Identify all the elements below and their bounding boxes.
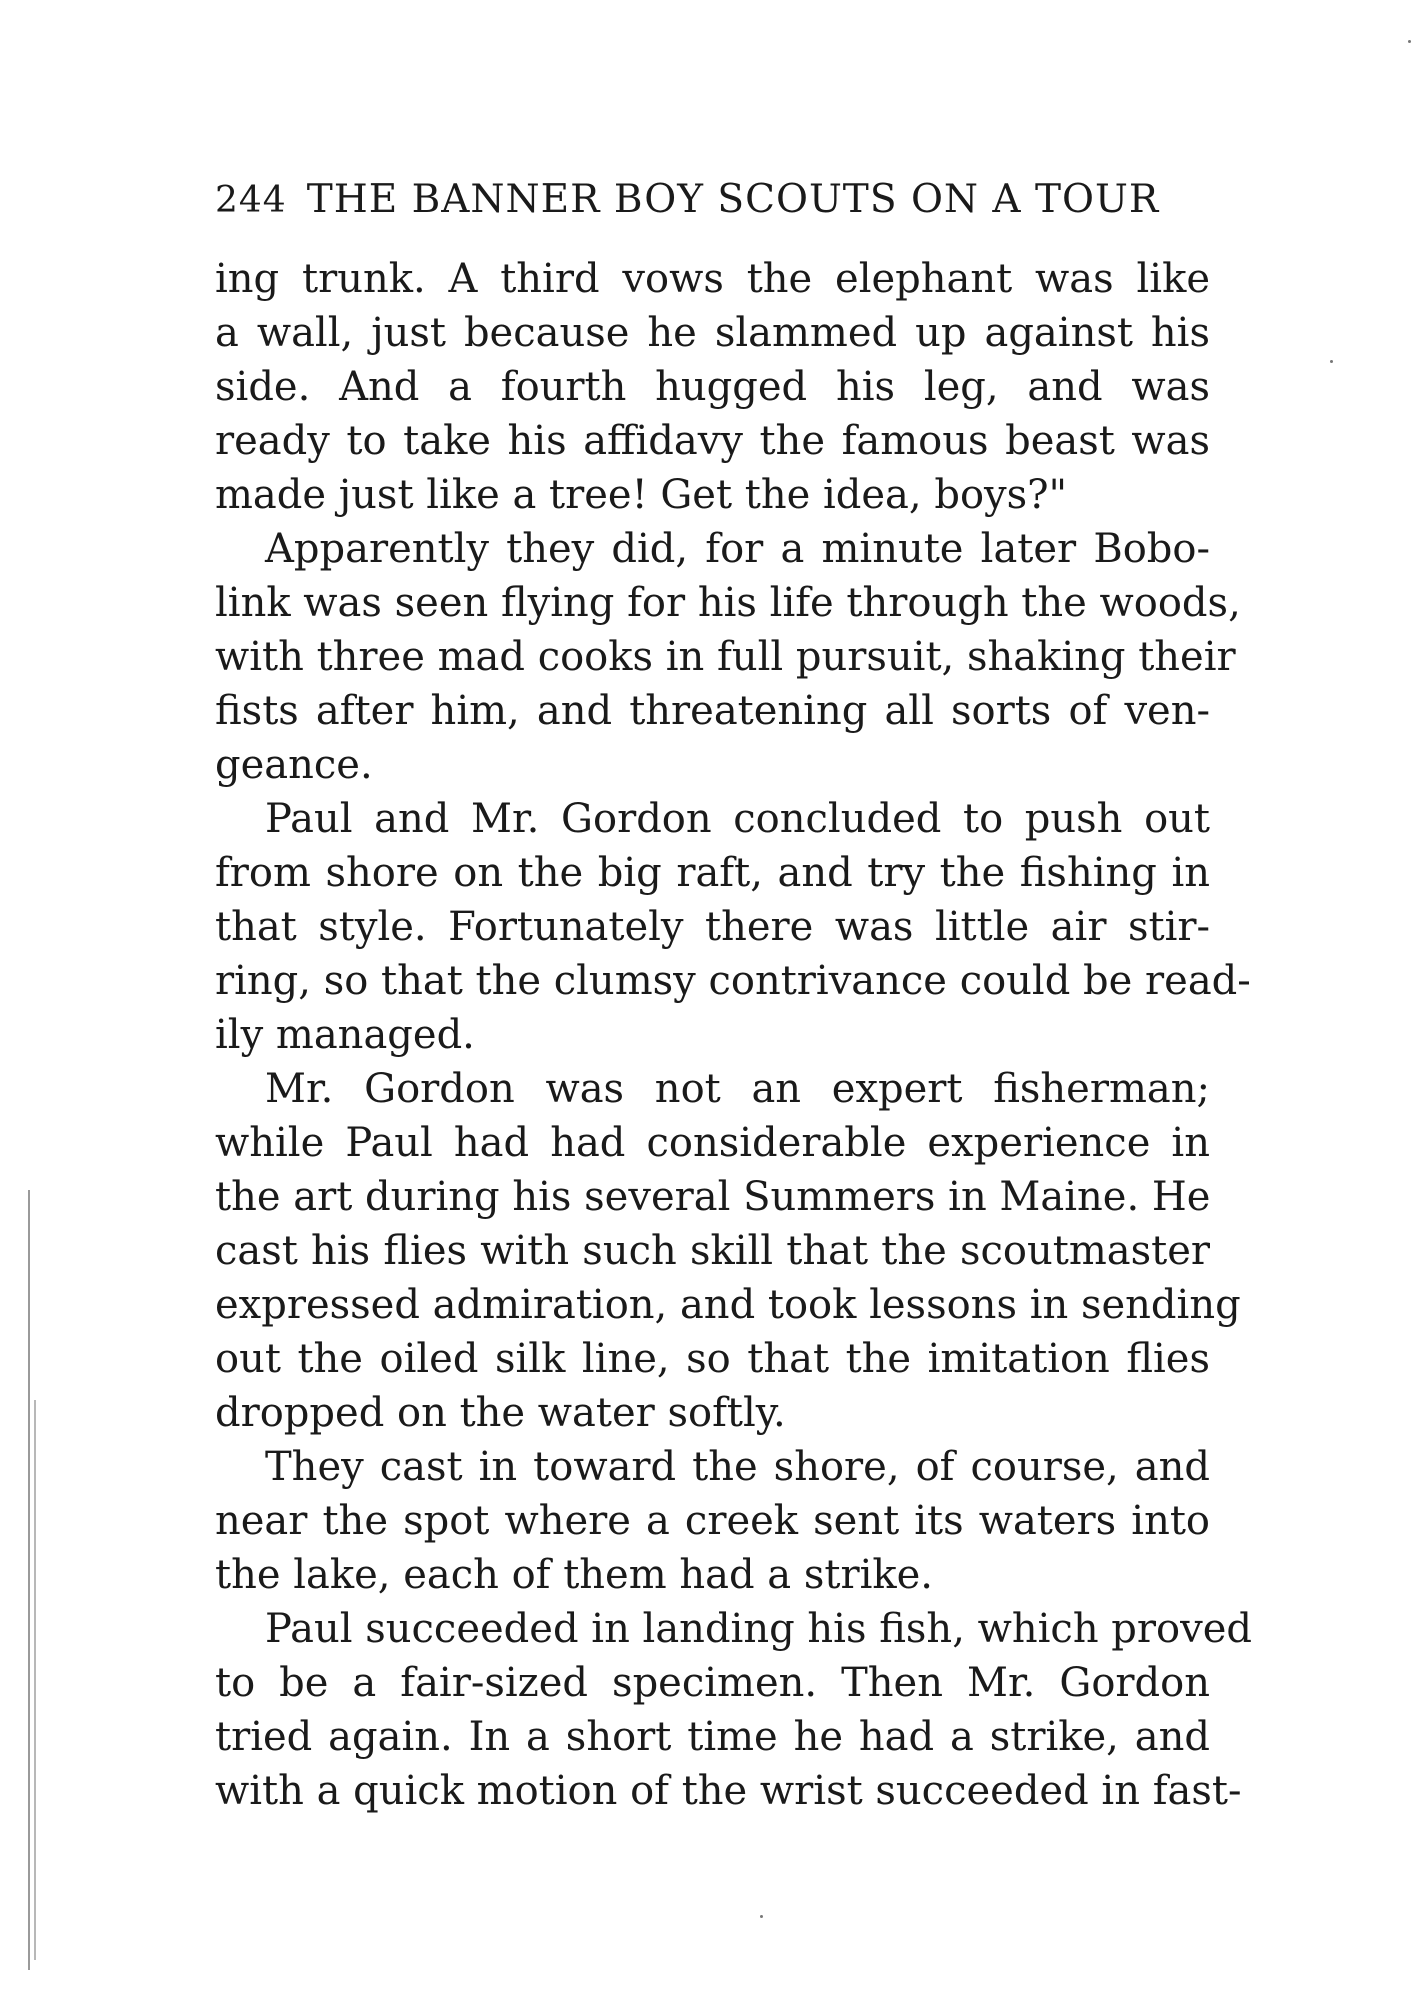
- text-line: cast his flies with such skill that the scoutmaster: [215, 1228, 1210, 1274]
- text-line: ring, so that the clumsy contrivance could be read-: [215, 958, 1251, 1004]
- page-number: 244: [215, 180, 287, 221]
- text-line: with three mad cooks in full pursuit, shaking their: [215, 634, 1236, 680]
- text-line: with a quick motion of the wrist succeeded in fast-: [215, 1768, 1242, 1814]
- text-line: side. And a fourth hugged his leg, and was: [215, 364, 1210, 410]
- text-line: out the oiled silk line, so that the imitation flies: [215, 1336, 1210, 1382]
- text-line: ready to take his affidavy the famous beast was: [215, 418, 1210, 464]
- text-line: the art during his several Summers in Maine. He: [215, 1174, 1211, 1220]
- text-line: made just like a tree! Get the idea, boys?": [215, 472, 1067, 518]
- text-line: fists after him, and threatening all sorts of ven-: [215, 688, 1210, 734]
- text-line: ily managed.: [215, 1012, 475, 1058]
- text-line: near the spot where a creek sent its waters into: [215, 1498, 1210, 1544]
- scan-speck: [760, 1915, 763, 1918]
- text-line: from shore on the big raft, and try the fishing in: [215, 850, 1210, 896]
- scan-margin-line: [28, 1190, 30, 1970]
- text-line: the lake, each of them had a strike.: [215, 1552, 933, 1598]
- body-text: [215, 252, 1252, 1818]
- text-line: a wall, just because he slammed up against his: [215, 310, 1210, 356]
- text-line: while Paul had had considerable experience in: [215, 1120, 1210, 1166]
- running-title: THE BANNER BOY SCOUTS ON A TOUR: [306, 177, 1160, 222]
- text-line: tried again. In a short time he had a strike, and: [215, 1714, 1210, 1760]
- text-line: that style. Fortunately there was little air stir-: [215, 904, 1210, 950]
- text-line: dropped on the water softly.: [215, 1390, 786, 1436]
- text-line: ing trunk. A third vows the elephant was like: [215, 256, 1210, 302]
- scan-margin-line: [34, 1400, 36, 1960]
- text-line: to be a fair-sized specimen. Then Mr. Gordon: [215, 1660, 1210, 1706]
- running-header: [215, 170, 1215, 230]
- text-line: expressed admiration, and took lessons in sending: [215, 1282, 1241, 1328]
- text-line: Mr. Gordon was not an expert fisherman;: [265, 1066, 1210, 1112]
- text-line: link was seen flying for his life through the woods,: [215, 580, 1241, 626]
- text-line: Paul and Mr. Gordon concluded to push out: [265, 796, 1210, 842]
- scan-speck: [1330, 360, 1333, 363]
- text-line: Paul succeeded in landing his fish, which proved: [265, 1606, 1252, 1652]
- text-line: Apparently they did, for a minute later Bobo-: [265, 526, 1210, 572]
- text-line: geance.: [215, 742, 373, 788]
- text-line: They cast in toward the shore, of course, and: [265, 1444, 1210, 1490]
